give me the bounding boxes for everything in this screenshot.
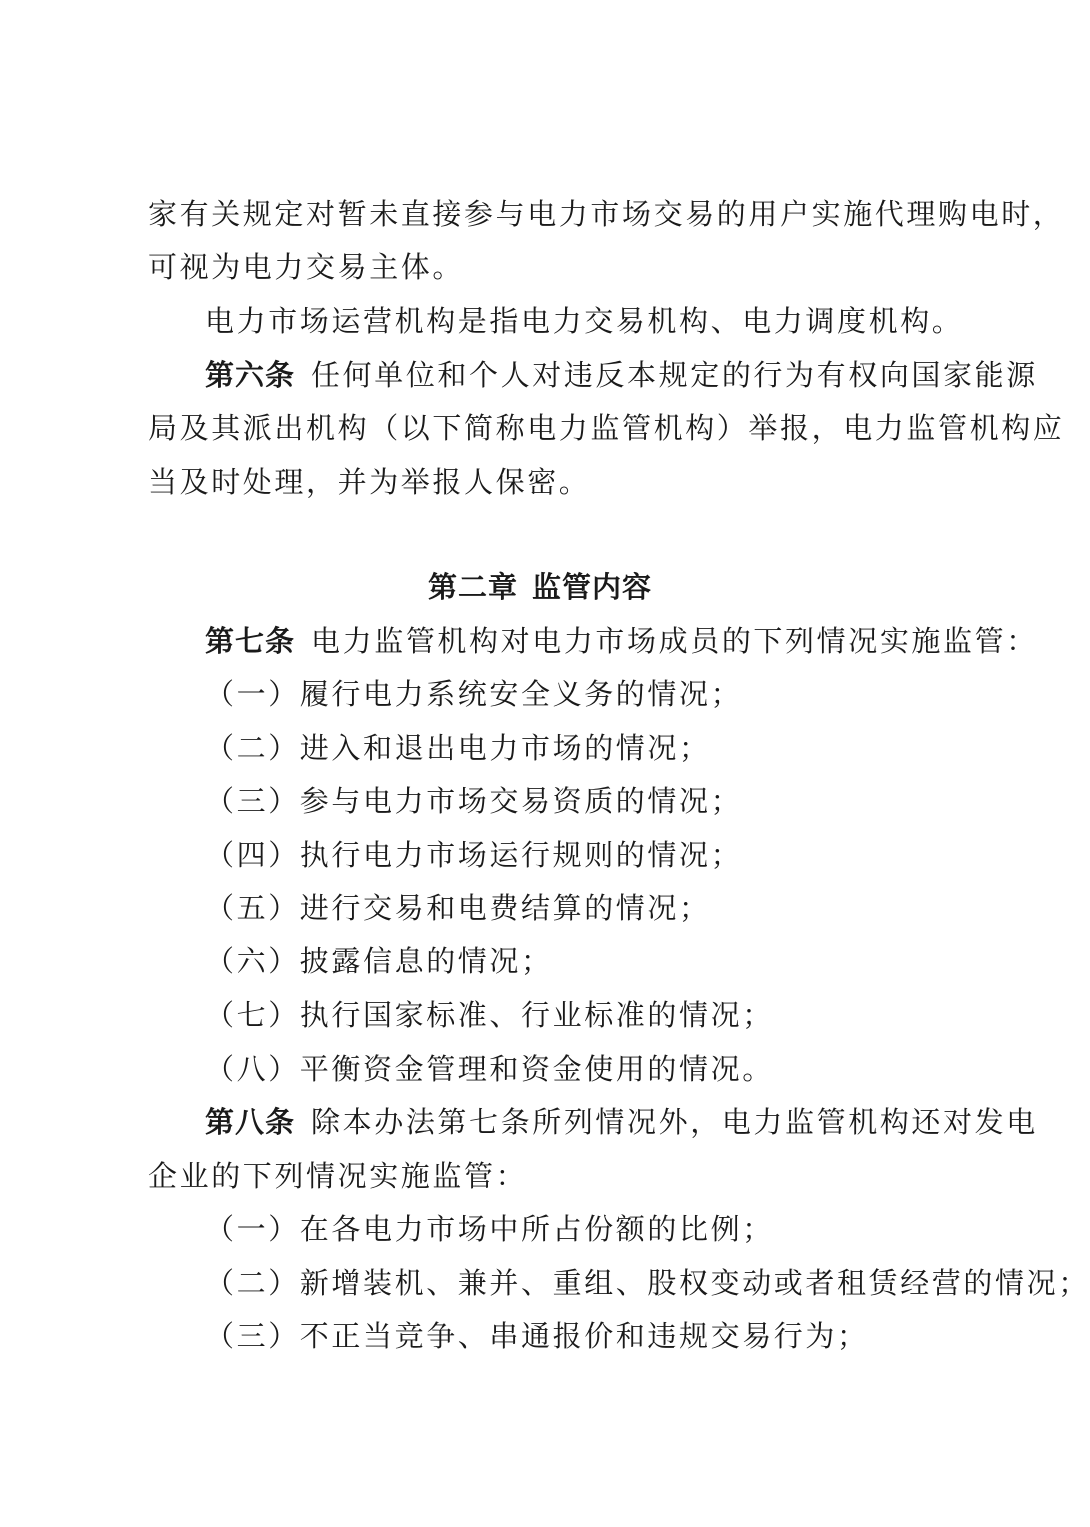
operator-definition: 电力市场运营机构是指电力交易机构、电力调度机构。 (205, 304, 964, 338)
article-8-title: 第八条 (205, 1105, 296, 1139)
list-item: （二）进入和退出电力市场的情况； (205, 731, 711, 765)
article-7-first-line (205, 621, 1038, 661)
article-6-text: 任何单位和个人对违反本规定的行为有权向国家能源 (311, 358, 1038, 392)
article-6-title: 第六条 (205, 358, 296, 392)
list-item: （三）参与电力市场交易资质的情况； (205, 784, 743, 818)
article-6-first-line (205, 355, 1038, 395)
paragraph-line: 家有关规定对暂未直接参与电力市场交易的用户实施代理购电时， (148, 197, 1065, 231)
article-6-line: 当及时处理，并为举报人保密。 (148, 465, 591, 499)
list-item: （三）不正当竞争、串通报价和违规交易行为； (205, 1319, 869, 1353)
article-8-first-line (205, 1102, 1038, 1142)
list-item: （六）披露信息的情况； (205, 944, 553, 978)
chapter-name: 监管内容 (532, 570, 653, 604)
article-8-text: 除本办法第七条所列情况外，电力监管机构还对发电 (311, 1105, 1038, 1139)
chapter-number: 第二章 (427, 570, 518, 604)
list-item: （五）进行交易和电费结算的情况； (205, 891, 711, 925)
article-6-line: 局及其派出机构（以下简称电力监管机构）举报，电力监管机构应 (148, 411, 1065, 445)
list-item: （二）新增装机、兼并、重组、股权变动或者租赁经营的情况； (205, 1266, 1090, 1300)
list-item: （四）执行电力市场运行规则的情况； (205, 838, 743, 872)
article-7-title: 第七条 (205, 624, 296, 658)
article-7-text: 电力监管机构对电力市场成员的下列情况实施监管： (311, 624, 1038, 658)
chapter-heading (0, 567, 1080, 607)
article-8-line: 企业的下列情况实施监管： (148, 1159, 528, 1193)
list-item: （一）在各电力市场中所占份额的比例； (205, 1212, 774, 1246)
list-item: （一）履行电力系统安全义务的情况； (205, 677, 743, 711)
paragraph-line: 可视为电力交易主体。 (148, 250, 465, 284)
list-item: （七）执行国家标准、行业标准的情况； (205, 998, 774, 1032)
list-item: （八）平衡资金管理和资金使用的情况。 (205, 1052, 774, 1086)
